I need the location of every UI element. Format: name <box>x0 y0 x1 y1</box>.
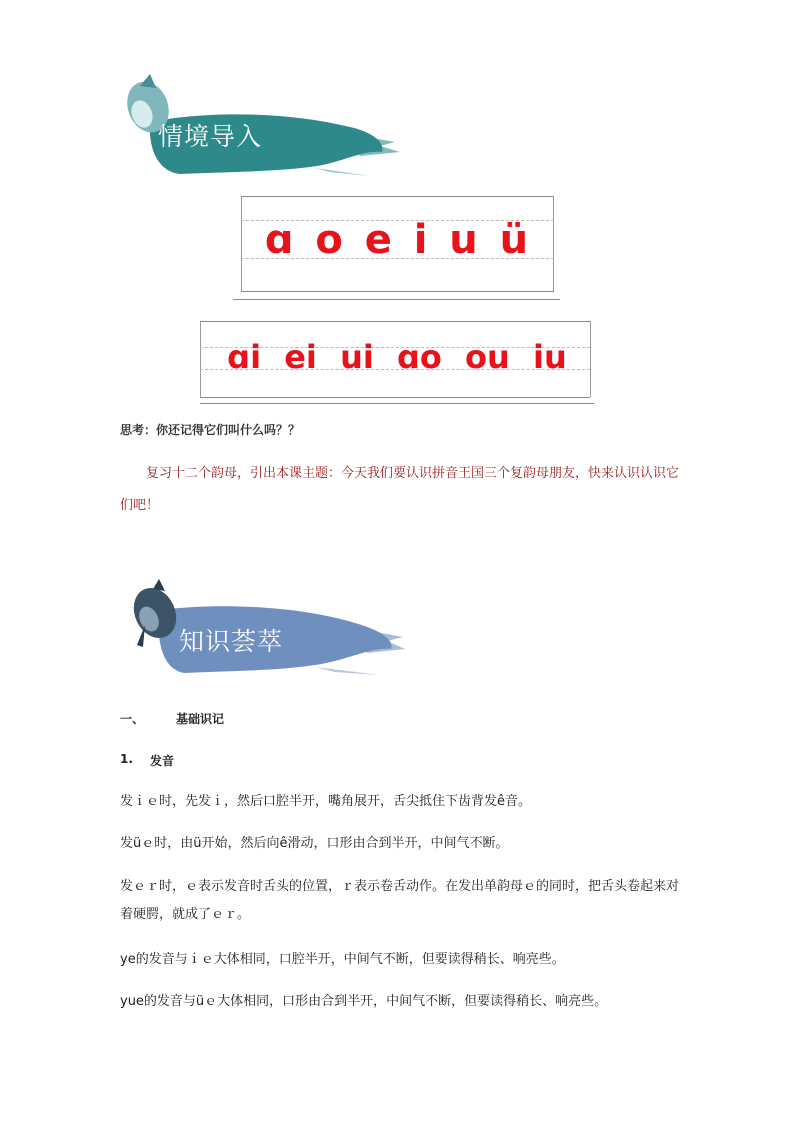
banner-situation-intro <box>110 72 400 192</box>
vowel-i: i <box>413 217 428 263</box>
vowel-v: ü <box>499 217 529 263</box>
vowel-o: o <box>315 217 343 263</box>
paragraph-er: 发ｅｒ时，ｅ表示发音时舌头的位置，ｒ表示卷舌动作。在发出单韵母ｅ的同时，把舌头卷起来对着硬腭，就成了ｅｒ。 <box>120 879 680 922</box>
paragraph-ue: 发üｅ时，由ü开始，然后向ê滑动，口形由合到半开，中间气不断。 <box>120 836 509 851</box>
section-title: 基础识记 <box>176 712 225 726</box>
banner-title: 情境导入 <box>158 122 263 151</box>
single-vowels-box <box>233 196 560 301</box>
subsection-number: 1. <box>120 752 133 766</box>
compound-ui: ui <box>340 338 374 376</box>
compound-iu: iu <box>532 338 567 376</box>
paragraph-ie: 发ｉｅ时，先发ｉ，然后口腔半开，嘴角展开，舌尖抵住下齿背发ê音。 <box>120 794 531 809</box>
paragraph-yue: yue的发音与üｅ大体相同，口形由合到半开，中间气不断，但要读得稍长、响亮些。 <box>120 994 608 1009</box>
vowel-a: ɑ <box>264 217 294 263</box>
compound-ou: ou <box>465 338 510 376</box>
vowel-e: e <box>364 217 392 263</box>
vowel-u: u <box>449 217 478 263</box>
section-number: 一、 <box>120 712 145 726</box>
paragraph-ye: ye的发音与ｉｅ大体相同，口腔半开，中间气不断，但要读得稍长、响亮些。 <box>120 952 565 967</box>
subsection-title: 发音 <box>150 754 175 768</box>
compound-ai: ɑi <box>227 338 262 376</box>
compound-ao: ɑo <box>396 338 442 376</box>
intro-paragraph: 复习十二个韵母，引出本课主题：今天我们要认识拼音王国三个复韵母朋友，快来认识认识它们吧！ <box>120 466 680 513</box>
banner-knowledge <box>115 575 405 685</box>
compound-vowels-box <box>200 321 594 405</box>
banner-title: 知识荟萃 <box>179 627 284 656</box>
think-question: 思考：你还记得它们叫什么吗？？ <box>120 423 301 437</box>
compound-ei: ei <box>284 338 317 376</box>
